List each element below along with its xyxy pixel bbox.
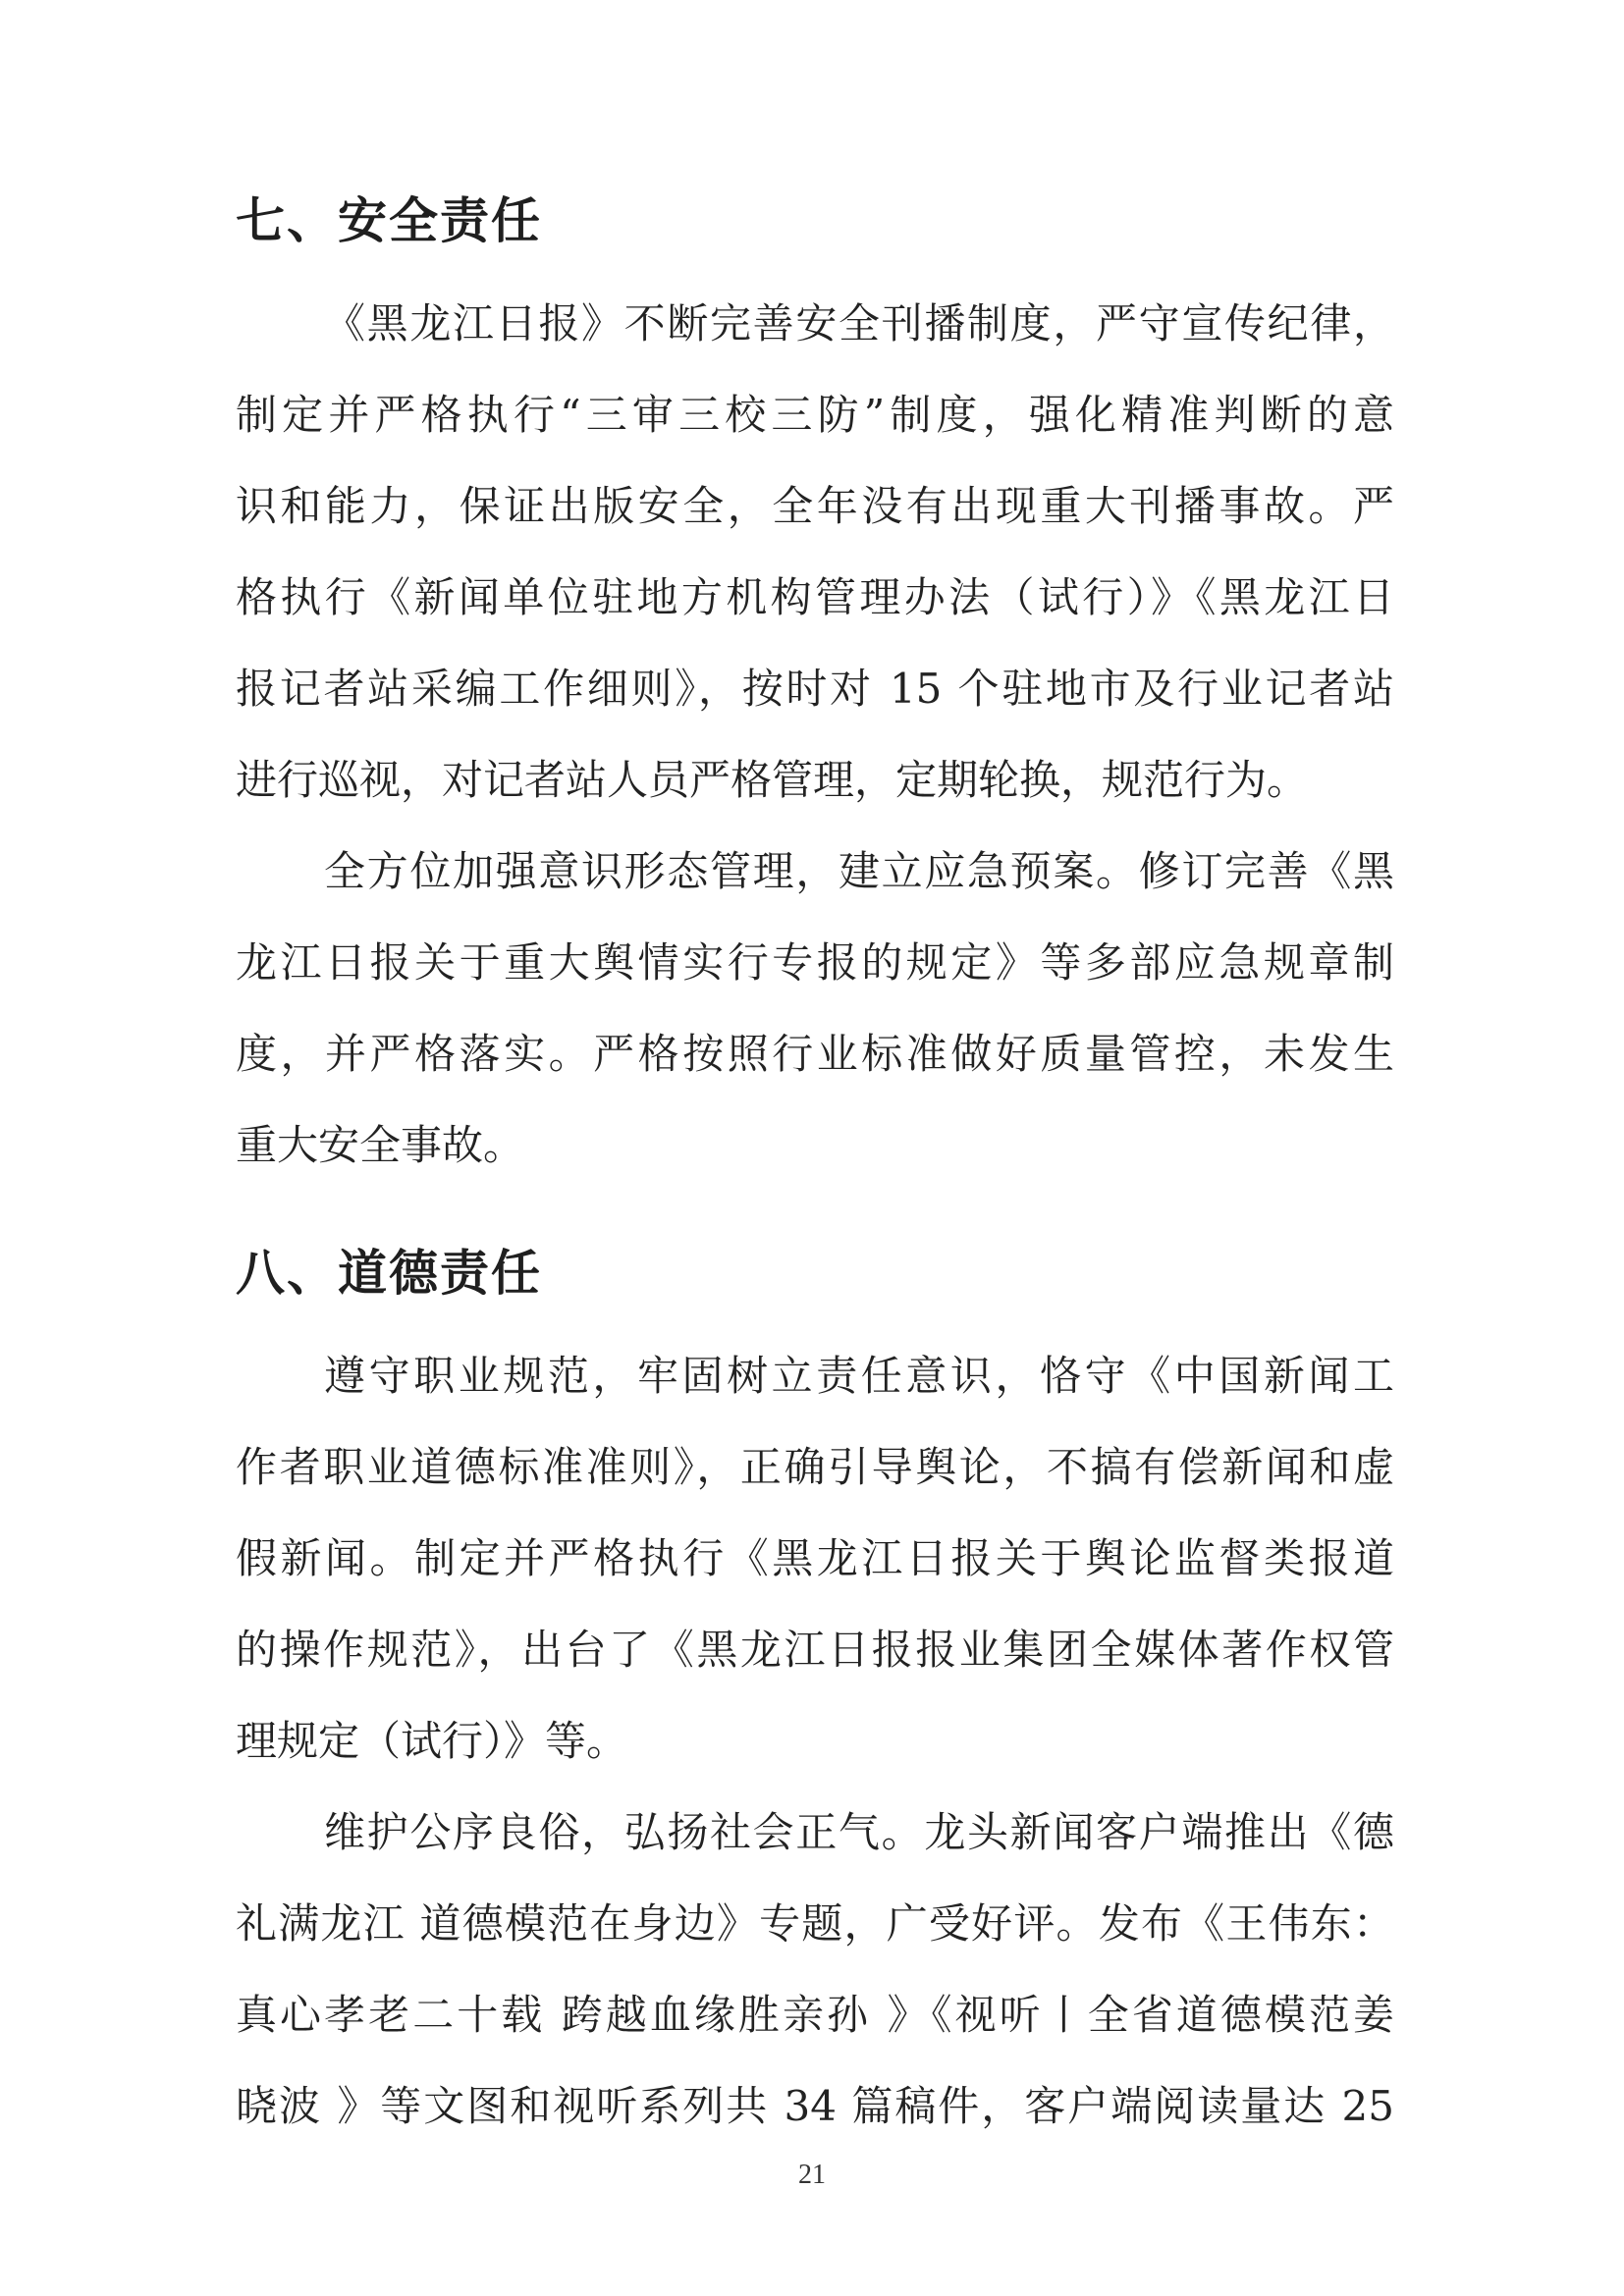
paragraph-line: 重大安全事故。	[236, 1121, 525, 1169]
paragraph-line: 维护公序良俗，弘扬社会正气。龙头新闻客户端推出《德	[324, 1808, 1394, 1856]
paragraph-line: 假新闻。制定并严格执行《黑龙江日报关于舆论监督类报道	[236, 1534, 1394, 1582]
paragraph-line: 格执行《新闻单位驻地方机构管理办法（试行）》《黑龙江日	[236, 573, 1394, 621]
paragraph-line: 全方位加强意识形态管理，建立应急预案。修订完善《黑	[324, 847, 1394, 895]
paragraph-line: 理规定（试行）》等。	[236, 1717, 628, 1765]
paragraph-line: 度，并严格落实。严格按照行业标准做好质量管控，未发生	[236, 1030, 1394, 1078]
page-number: 21	[798, 2160, 826, 2190]
paragraph-line: 遵守职业规范，牢固树立责任意识，恪守《中国新闻工	[324, 1352, 1394, 1400]
paragraph-line: 作者职业道德标准准则》，正确引导舆论，不搞有偿新闻和虚	[236, 1443, 1394, 1491]
paragraph-line: 真心孝老二十载 跨越血缘胜亲孙 》《视听丨全省道德模范姜	[236, 1991, 1394, 2039]
section-heading-ethics: 八、道德责任	[236, 1245, 542, 1302]
paragraph-line: 礼满龙江 道德模范在身边》专题，广受好评。发布《王伟东：	[236, 1899, 1394, 1948]
paragraph-line: 报记者站采编工作细则》，按时对 15 个驻地市及行业记者站	[236, 665, 1394, 713]
paragraph-line: 《黑龙江日报》不断完善安全刊播制度，严守宣传纪律，	[324, 299, 1394, 347]
paragraph-line: 晓波 》等文图和视听系列共 34 篇稿件，客户端阅读量达 25	[236, 2082, 1394, 2130]
paragraph-line: 龙江日报关于重大舆情实行专报的规定》等多部应急规章制	[236, 938, 1394, 987]
section-heading-safety: 七、安全责任	[236, 192, 542, 249]
paragraph-line: 制定并严格执行“三审三校三防”制度，强化精准判断的意	[236, 391, 1394, 439]
paragraph-line: 的操作规范》，出台了《黑龙江日报报业集团全媒体著作权管	[236, 1626, 1394, 1674]
paragraph-line: 进行巡视，对记者站人员严格管理，定期轮换，规范行为。	[236, 756, 1309, 804]
paragraph-line: 识和能力，保证出版安全，全年没有出现重大刊播事故。严	[236, 482, 1394, 530]
